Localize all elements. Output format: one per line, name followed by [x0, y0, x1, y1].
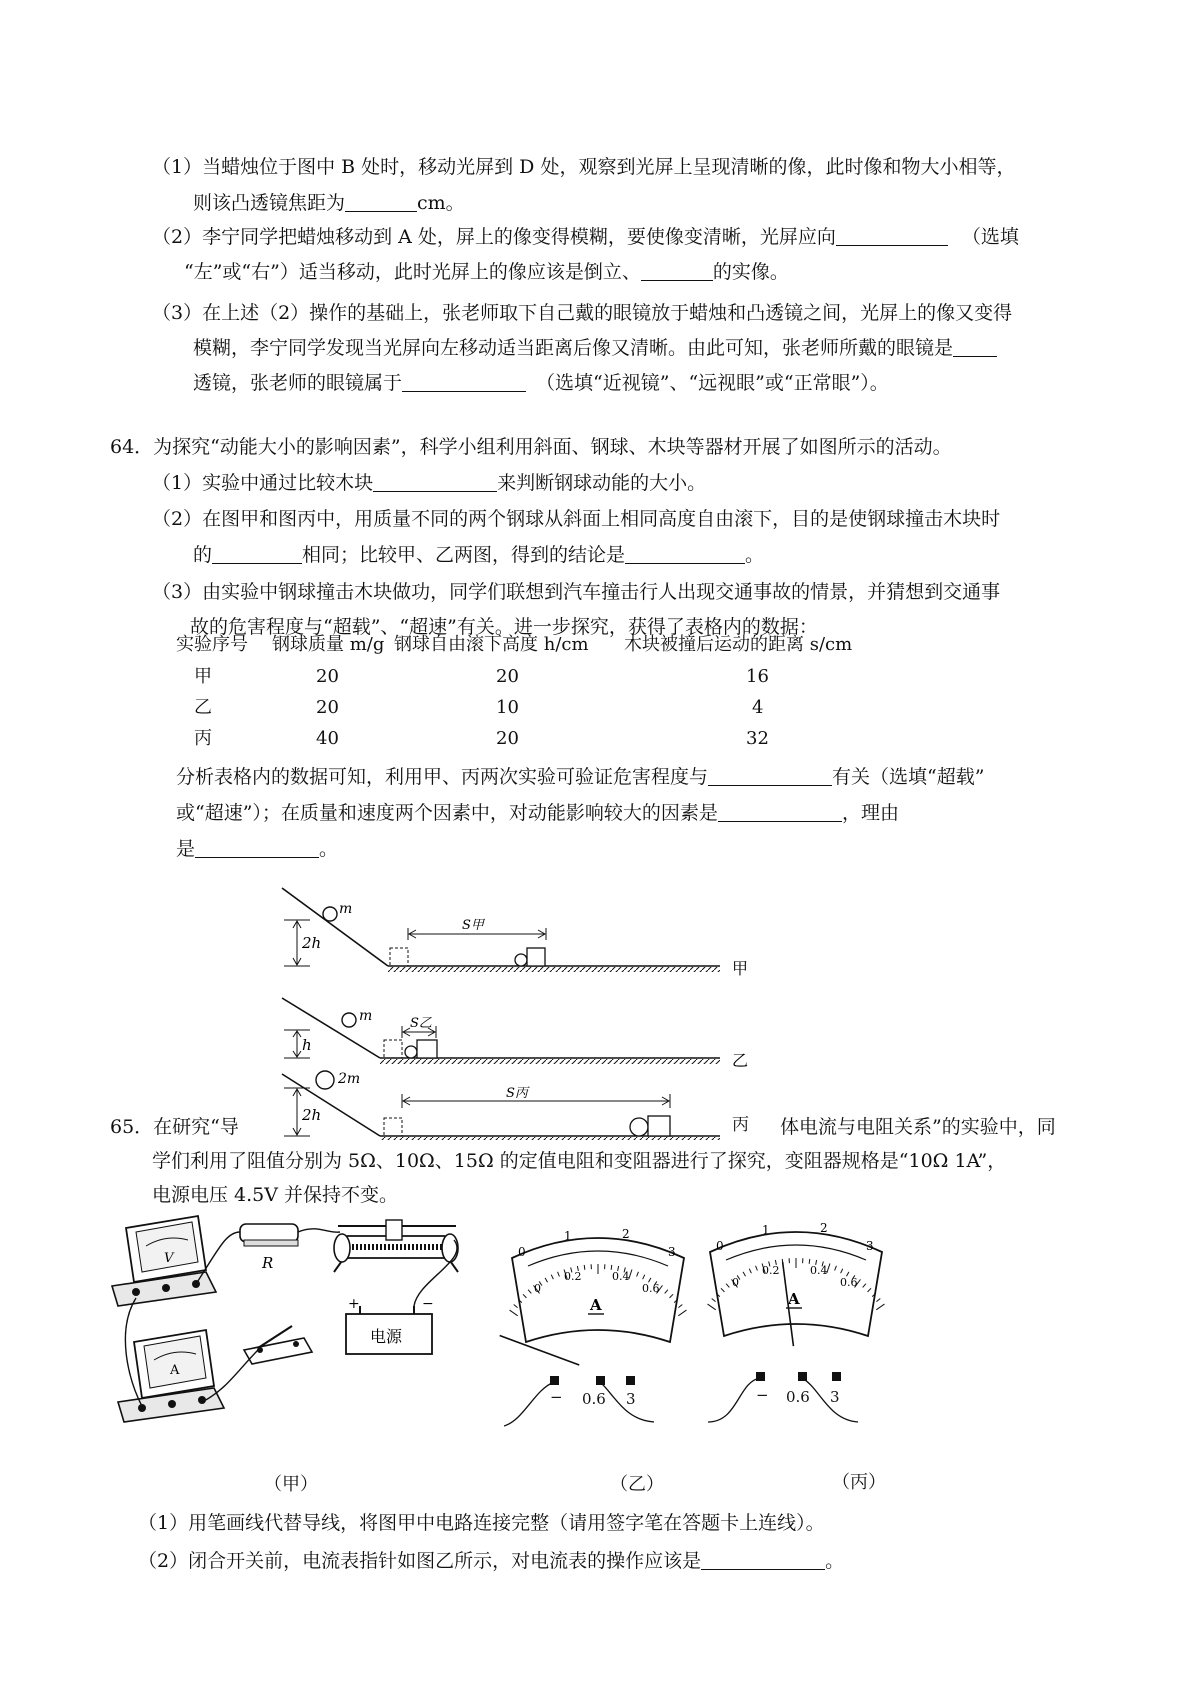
figure-row-yi: [282, 998, 748, 1070]
height-label: 2h: [302, 934, 322, 952]
tick-label: 3: [866, 1239, 874, 1253]
answer-blank[interactable]: [195, 837, 319, 858]
q64-part4-line3: 是 。: [176, 838, 339, 860]
table-header: 钢球自由滚下高度 h/cm: [394, 634, 589, 655]
tick-label: 0: [518, 1245, 526, 1259]
tick-label: 0.2: [762, 1264, 780, 1277]
q64-part4-line1: 分析表格内的数据可知，利用甲、丙两次实验可验证危害程度与 有关（选填“超载”: [176, 766, 985, 788]
answer-blank[interactable]: [836, 225, 948, 246]
dial-tick: [876, 1304, 884, 1310]
dial-tick: [514, 1305, 518, 1308]
table-cell: 乙: [194, 697, 212, 718]
table-cell: 32: [746, 728, 769, 749]
tick-label: 0.4: [810, 1264, 828, 1277]
q63-part2-line2: “左”或“右”）适当移动，此时光屏上的像应该是倒立、 的实像。: [184, 261, 789, 283]
row-tag: 丙: [732, 1115, 749, 1135]
table-cell: 20: [496, 728, 519, 749]
distance-label: S丙: [506, 1086, 528, 1101]
q65-part2: （2）闭合开关前，电流表指针如图乙所示，对电流表的操作应该是 。: [138, 1550, 845, 1572]
terminal-label: −: [550, 1388, 563, 1406]
dial-tick: [510, 1310, 518, 1316]
q64-part1: （1）实验中通过比较木块 来判断钢球动能的大小。: [152, 472, 707, 494]
height-label: h: [302, 1036, 312, 1054]
height-label: 2h: [302, 1106, 322, 1124]
table-cell: 40: [316, 728, 339, 749]
table-header: 木块被撞后运动的距离 s/cm: [624, 634, 853, 655]
rheostat-icon: [334, 1220, 458, 1272]
ammeter-dial-yi: [498, 1222, 698, 1372]
tick-label: 0.6: [642, 1282, 660, 1295]
tick-label: 2: [622, 1227, 630, 1241]
wood-block: [648, 1116, 670, 1136]
q65-part1: （1）用笔画线代替导线，将图甲中电路连接完整（请用签字笔在答题卡上连线）。: [138, 1512, 825, 1534]
mass-label: m: [359, 1008, 373, 1024]
tick-label: 1: [762, 1223, 770, 1237]
answer-blank[interactable]: [718, 801, 842, 822]
figure-row-bing: [282, 1071, 720, 1140]
ball-icon: [323, 907, 337, 921]
answer-blank[interactable]: [641, 260, 713, 281]
caption-yi: （乙）: [610, 1474, 664, 1495]
tick-label: 0: [716, 1239, 724, 1253]
power-label: 电源: [370, 1327, 403, 1346]
tick-label: 0.4: [612, 1270, 630, 1283]
dial-tick: [678, 1310, 686, 1316]
q63-part3-line2: 模糊，李宁同学发现当光屏向左移动适当距离后像又清晰。由此可知，张老师所戴的眼镜是: [193, 333, 997, 363]
unit-label: A: [788, 1290, 800, 1308]
q64-stem: 64．为探究“动能大小的影响因素”，科学小组利用斜面、钢球、木块等器材开展了如图所示的活动。: [110, 436, 952, 458]
answer-blank[interactable]: [345, 191, 417, 212]
distance-label: S甲: [462, 918, 484, 933]
tick-label: 0: [534, 1282, 541, 1295]
resistor-label: R: [262, 1254, 274, 1272]
switch-icon: [244, 1326, 312, 1364]
q63-part1-line2: 则该凸透镜焦距为 cm。: [193, 192, 465, 214]
q64-part3-line1: （3）由实验中钢球撞击木块做功，同学们联想到汽车撞击行人出现交通事故的情景，并猜想到交通事: [152, 581, 1001, 603]
minus-sign: −: [422, 1296, 434, 1312]
q63-part2-line1: （2）李宁同学把蜡烛移动到 A 处，屏上的像变得模糊，要使像变清晰，光屏应向 （选填: [152, 226, 1019, 248]
voltmeter-label: V: [164, 1251, 174, 1266]
tick-label: 3: [668, 1245, 676, 1259]
tick-label: 0.2: [564, 1270, 582, 1283]
meter-needle: [500, 1336, 580, 1365]
table-header: 钢球质量 m/g: [272, 634, 385, 655]
answer-blank[interactable]: [212, 543, 302, 564]
plus-sign: +: [348, 1296, 360, 1312]
table-cell: 10: [496, 697, 519, 718]
q65-stem-start: 65．在研究“导: [110, 1116, 239, 1138]
ammeter-dial-bing: [696, 1216, 896, 1366]
terminal-label: 0.6: [582, 1390, 606, 1408]
unit-label: A: [590, 1296, 602, 1314]
resistor-icon: [240, 1224, 298, 1246]
terminal-label: 0.6: [786, 1388, 810, 1406]
dial-tick: [876, 1299, 880, 1302]
ball-icon: [342, 1013, 356, 1027]
ammeter-label: A: [170, 1363, 180, 1378]
q63-part1-line1: （1）当蜡烛位于图中 B 处时，移动光屏到 D 处，观察到光屏上呈现清晰的像，此时像和物大小相等，: [152, 156, 1016, 178]
table-cell: 20: [496, 666, 519, 687]
table-cell: 20: [316, 666, 339, 687]
answer-blank[interactable]: [373, 471, 497, 492]
table-cell: 4: [752, 697, 764, 718]
answer-blank[interactable]: [701, 1549, 825, 1570]
answer-blank[interactable]: [402, 371, 526, 392]
table-cell: 20: [316, 697, 339, 718]
ball-icon: [316, 1071, 334, 1089]
dial-tick: [712, 1299, 716, 1302]
q64-part4-line2: 或“超速”）；在质量和速度两个因素中，对动能影响较大的因素是 ，理由: [176, 802, 899, 824]
terminal-label: −: [756, 1386, 769, 1404]
answer-blank[interactable]: [953, 336, 997, 357]
q64-part2-line2: 的 相同；比较甲、乙两图，得到的结论是 。: [193, 544, 765, 566]
tick-label: 0: [732, 1276, 739, 1289]
caption-bing: （丙）: [832, 1472, 886, 1493]
dial-tick: [678, 1305, 682, 1308]
q65-stem-line2: 学们利用了阻值分别为 5Ω、10Ω、15Ω 的定值电阻和变阻器进行了探究，变阻器规格是“10Ω 1A”，: [152, 1150, 1007, 1172]
mass-label: 2m: [338, 1071, 361, 1087]
caption-jia: （甲）: [264, 1474, 318, 1495]
terminal-label: 3: [830, 1388, 840, 1406]
tick-label: 2: [820, 1221, 828, 1235]
q64-part3-line2: 故的危害程度与“超载”、“超速”有关。进一步探究，获得了表格内的数据：: [190, 616, 818, 638]
wood-block: [417, 1040, 437, 1058]
q65-stem-continued: 体电流与电阻关系”的实验中，同: [780, 1116, 1056, 1138]
q63-part3-line3: 透镜，张老师的眼镜属于 （选填“近视镜”、“远视眼”或“正常眼”）。: [193, 372, 889, 394]
dial-tick: [708, 1304, 716, 1310]
table-header: 实验序号: [176, 634, 248, 655]
q63-part3-line1: （3）在上述（2）操作的基础上，张老师取下自己戴的眼镜放于蜡烛和凸透镜之间，光屏上的像又变得: [152, 302, 1013, 324]
mass-label: m: [339, 901, 353, 917]
circuit-figure: [108, 1210, 488, 1460]
terminal-label: 3: [626, 1390, 636, 1408]
tick-label: 0.6: [840, 1276, 858, 1289]
dial-tick: [584, 1265, 585, 1270]
row-tag: 乙: [732, 1051, 749, 1070]
answer-blank[interactable]: [625, 543, 745, 564]
table-cell: 丙: [194, 728, 212, 749]
table-cell: 甲: [194, 666, 212, 687]
q64-data-table: [176, 630, 996, 750]
tick-label: 1: [564, 1229, 572, 1243]
figure-row-jia: [282, 888, 748, 978]
q65-stem-line3: 电源电压 4.5V 并保持不变。: [152, 1184, 399, 1206]
wood-block: [527, 948, 545, 966]
q64-part2-line1: （2）在图甲和图丙中，用质量不同的两个钢球从斜面上相同高度自由滚下，目的是使钢球撞击木块时: [152, 508, 1001, 530]
table-cell: 16: [746, 666, 769, 687]
ramp-experiment-figure: [270, 880, 770, 1140]
row-tag: 甲: [732, 959, 749, 978]
distance-label: S乙: [410, 1016, 432, 1031]
answer-blank[interactable]: [708, 765, 832, 786]
